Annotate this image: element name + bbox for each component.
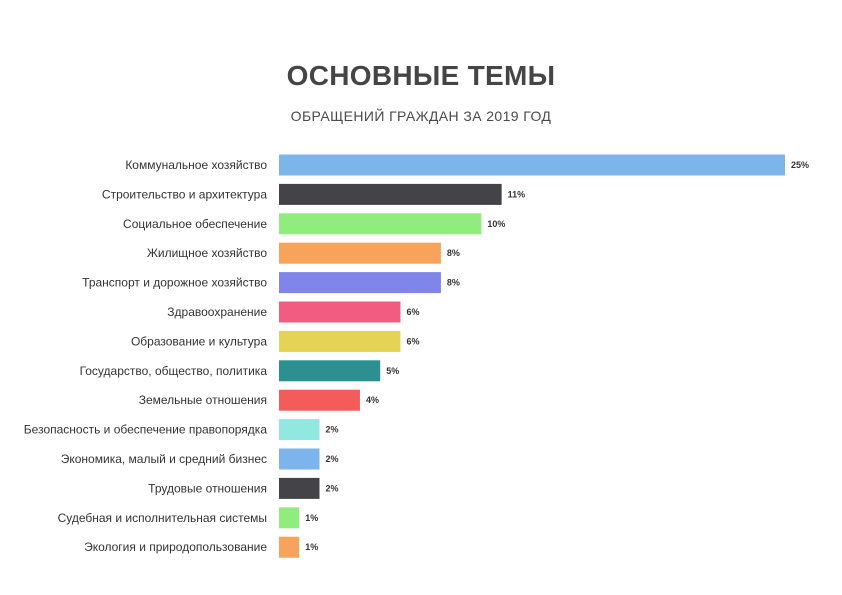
bar	[279, 155, 785, 176]
bar-row	[123, 213, 505, 234]
category-label: Безопасность и обеспечение правопорядка	[23, 422, 267, 437]
category-label: Социальное обеспечение	[123, 216, 267, 231]
chart-subtitle: ОБРАЩЕНИЙ ГРАЖДАН ЗА 2019 ГОД	[290, 108, 552, 124]
data-label: 6%	[406, 336, 420, 347]
category-label: Государство, общество, политика	[79, 363, 267, 378]
data-label: 5%	[386, 365, 400, 376]
bar	[279, 272, 441, 293]
category-label: Транспорт и дорожное хозяйство	[82, 275, 267, 290]
bar	[279, 449, 319, 470]
bar	[279, 507, 299, 528]
bar-row	[80, 360, 400, 381]
category-label: Земельные отношения	[138, 393, 267, 408]
bar-row	[148, 478, 338, 499]
bar	[279, 243, 441, 264]
bar-row	[102, 184, 525, 205]
category-label: Жилищное хозяйство	[146, 246, 267, 261]
data-label: 6%	[406, 307, 420, 317]
bar-row	[61, 449, 339, 470]
chart-title: ОСНОВНЫЕ ТЕМЫ	[286, 60, 556, 91]
bar-row	[24, 419, 339, 440]
bar-row	[139, 390, 379, 411]
bar	[279, 537, 299, 558]
bar-row	[131, 331, 419, 352]
bar	[279, 390, 360, 411]
category-label: Коммунальное хозяйство	[125, 158, 267, 172]
bar	[279, 331, 400, 352]
data-label: 8%	[446, 248, 460, 259]
category-label: Трудовые отношения	[148, 481, 267, 496]
bar	[279, 184, 502, 205]
bar-row	[58, 507, 319, 528]
data-label: 1%	[305, 512, 319, 523]
data-label: 11%	[507, 189, 526, 200]
bar	[279, 213, 481, 234]
bar-row	[84, 537, 318, 558]
bar-row	[125, 155, 809, 176]
bar	[279, 419, 319, 440]
data-label: 25%	[791, 160, 810, 170]
bar	[279, 302, 400, 323]
category-label: Образование и культура	[130, 334, 267, 349]
data-label: 2%	[325, 483, 339, 494]
data-label: 8%	[446, 277, 460, 288]
data-label: 1%	[305, 542, 319, 553]
data-label: 2%	[325, 454, 339, 464]
bar	[279, 478, 319, 499]
plot-area	[279, 150, 810, 562]
category-label: Строительство и архитектура	[101, 187, 267, 202]
data-label: 10%	[487, 218, 506, 229]
data-label: 4%	[365, 395, 379, 406]
category-label: Здравоохранение	[167, 305, 267, 319]
data-label: 2%	[325, 424, 339, 435]
category-label: Экология и природопользование	[84, 540, 267, 555]
bar	[279, 360, 380, 381]
bar-row	[147, 243, 460, 264]
bar-row	[82, 272, 460, 293]
category-label: Судебная и исполнительная системы	[57, 510, 267, 525]
category-label: Экономика, малый и средний бизнес	[60, 452, 267, 466]
bar-row	[167, 302, 419, 323]
